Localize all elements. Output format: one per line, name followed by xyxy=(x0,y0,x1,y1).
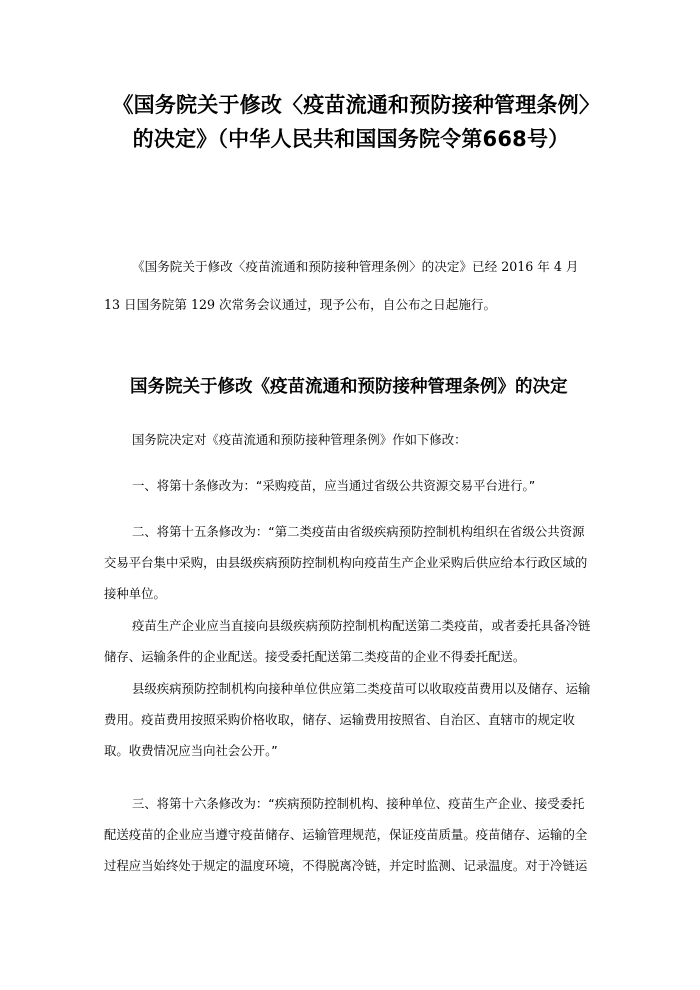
lead-paragraph: 国务院决定对《疫苗流通和预防接种管理条例》作如下修改： xyxy=(132,432,467,447)
section-heading: 国务院关于修改《疫苗流通和预防接种管理条例》的决定 xyxy=(130,377,568,397)
amendment-item-1: 一、将第十条修改为：“采购疫苗，应当通过省级公共资源交易平台进行。” xyxy=(132,478,536,493)
document-title: 《国务院关于修改〈疫苗流通和预防接种管理条例〉的决定》（中华人民共和国国务院令第668号） xyxy=(112,93,590,151)
amendment-item-3: 三、将第十六条修改为：“疾病预防控制机构、接种单位、疫苗生产企业、接受委托配送疫苗的企业应当遵守疫苗储存、运输管理规范，保证疫苗质量。疫苗储存、运输的全过程应当始终处于规定的温度环境，不得脱离冷链，并定时监测、记录温度。对于冷链运 xyxy=(104,796,588,873)
amendment-item-2-paragraph-3: 县级疾病预防控制机构向接种单位供应第二类疫苗可以收取疫苗费用以及储存、运输费用。疫苗费用按照采购价格收取，储存、运输费用按照省、自治区、直辖市的规定收取。收费情况应当向社会公开。” xyxy=(104,681,591,758)
intro-paragraph: 《国务院关于修改〈疫苗流通和预防接种管理条例〉的决定》已经 2016 年 4 月 13 日国务院第 129 次常务会议通过，现予公布，自公布之日起施行。 xyxy=(104,259,579,312)
amendment-item-2-paragraph-2: 疫苗生产企业应当直接向县级疾病预防控制机构配送第二类疫苗，或者委托具备冷链储存、运输条件的企业配送。接受委托配送第二类疫苗的企业不得委托配送。 xyxy=(104,618,591,664)
amendment-item-2: 二、将第十五条修改为：“第二类疫苗由省级疾病预防控制机构组织在省级公共资源交易平台集中采购，由县级疾病预防控制机构向疫苗生产企业采购后供应给本行政区域的接种单位。 xyxy=(104,524,588,601)
